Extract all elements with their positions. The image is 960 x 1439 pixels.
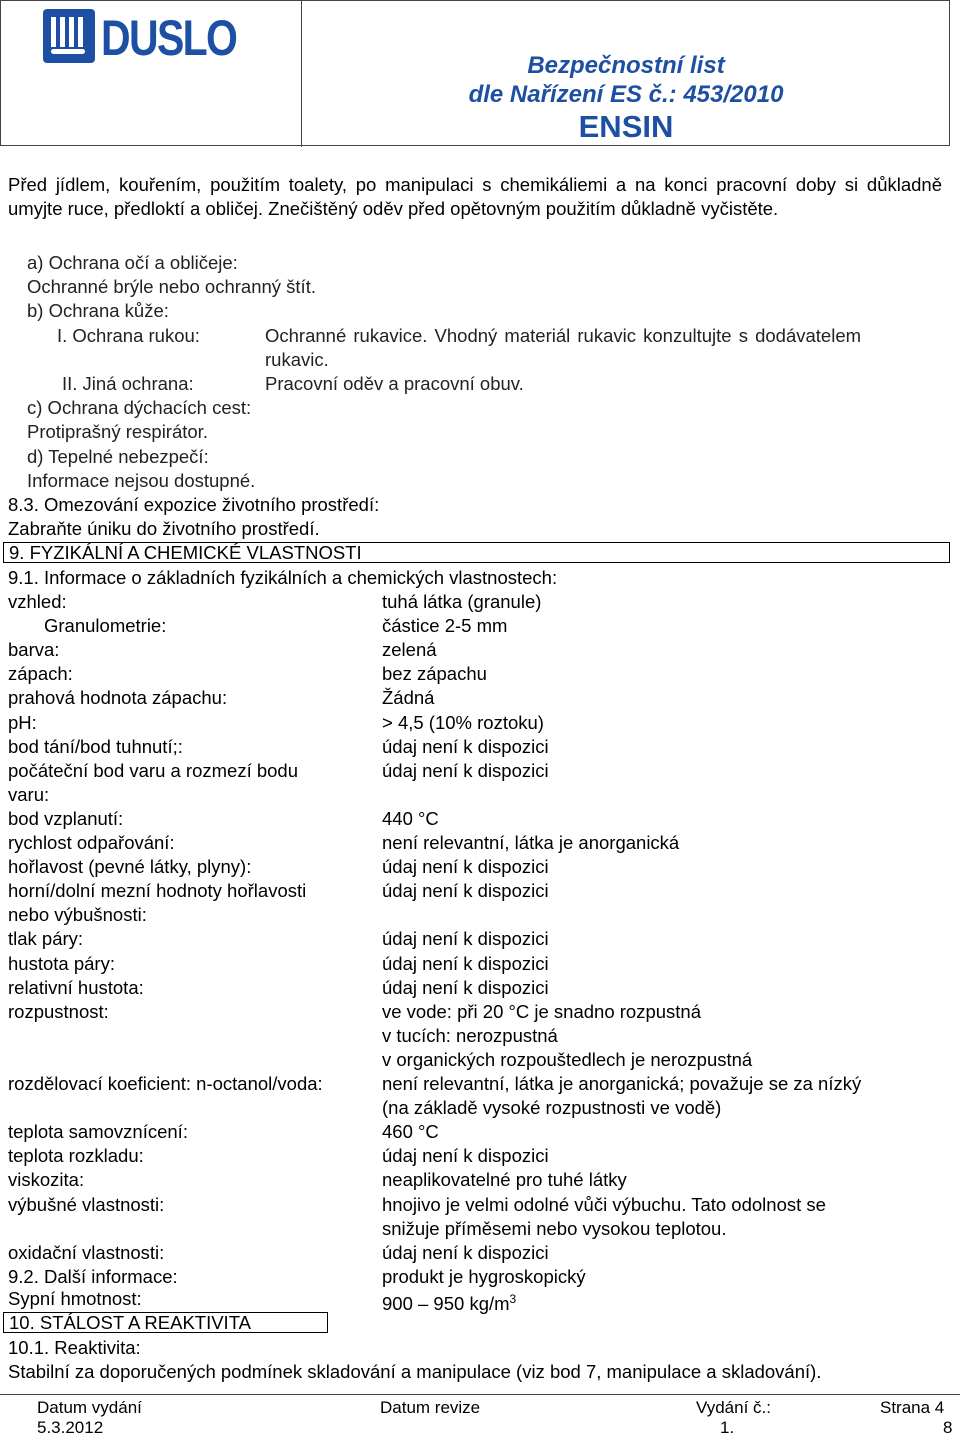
property-value: Žádná: [382, 687, 435, 709]
property-value: v organických rozpouštedlech je nerozpustná: [382, 1048, 753, 1070]
property-value: není relevantní, látka je anorganická: [382, 832, 680, 853]
eyes-heading: a) Ochrana očí a obličeje:: [27, 252, 238, 273]
property-value: > 4,5 (10% roztoku): [382, 711, 544, 733]
property-label: viskozita:: [8, 1169, 85, 1191]
section-10-title: 10. STÁLOST A REAKTIVITA: [9, 1312, 251, 1333]
property-value: v tucích: nerozpustná: [382, 1024, 558, 1046]
duslo-emblem-icon: [43, 9, 95, 63]
property-label: rychlost odpařování:: [8, 832, 175, 853]
regulation-line: dle Nařízení ES č.: 453/2010: [468, 81, 784, 108]
section-10-title-box: [3, 1312, 328, 1333]
eyes-text: Ochranné brýle nebo ochranný štít.: [27, 276, 316, 297]
property-label: horní/dolní mezní hodnoty hořlavosti: [8, 880, 307, 902]
property-value: neaplikovatelné pro tuhé látky: [382, 1169, 627, 1191]
property-value: údaj není k dispozici: [382, 1145, 549, 1167]
hands-label: I. Ochrana rukou:: [57, 325, 200, 346]
logo-wordmark: DUSLO: [101, 10, 237, 66]
property-label: tlak páry:: [8, 928, 84, 950]
page-total: 8: [943, 1418, 953, 1437]
property-value: 460 °C: [382, 1121, 439, 1143]
property-label: bod tání/bod tuhnutí;:: [8, 735, 183, 757]
property-label: varu:: [8, 783, 50, 805]
resp-heading: c) Ochrana dýchacích cest:: [27, 397, 252, 418]
edition-number: 1.: [720, 1418, 735, 1437]
property-value: tuhá látka (granule): [382, 591, 542, 612]
property-label: nebo výbušnosti:: [8, 904, 147, 926]
property-value: není relevantní, látka je anorganická; považuje se za nízký: [382, 1073, 862, 1094]
resp-text: Protiprašný respirátor.: [27, 421, 208, 442]
other-text: Pracovní oděv a pracovní obuv.: [265, 373, 524, 394]
thermal-heading: d) Tepelné nebezpečí:: [27, 446, 209, 467]
property-value: údaj není k dispozici: [382, 759, 549, 781]
property-value: ve vode: při 20 °C je snadno rozpustná: [382, 1000, 702, 1022]
property-value: údaj není k dispozici: [382, 735, 549, 757]
property-label: rozpustnost:: [8, 1000, 109, 1022]
reactivity-text: Stabilní za doporučených podmínek skladování a manipulace (viz bod 7, manipulace a skladování).: [8, 1361, 822, 1382]
other-label: II. Jiná ochrana:: [62, 373, 194, 394]
property-label: hustota páry:: [8, 952, 115, 974]
property-label: hořlavost (pevné látky, plyny):: [8, 856, 252, 878]
bulk-density-value: 900 – 950 $kg/m^3$: [382, 1292, 517, 1315]
property-label: vzhled:: [8, 591, 67, 612]
property-label: pH:: [8, 711, 37, 733]
skin-heading: b) Ochrana kůže:: [27, 300, 169, 321]
property-label: Granulometrie:: [44, 615, 167, 637]
property-label: prahová hodnota zápachu:: [8, 687, 228, 709]
document-header: [0, 0, 950, 146]
property-value: údaj není k dispozici: [382, 976, 549, 998]
property-value: údaj není k dispozici: [382, 856, 549, 878]
issue-date: 5.3.2012: [37, 1418, 104, 1437]
property-label: výbušné vlastnosti:: [8, 1193, 165, 1215]
issue-date-label: Datum vydání: [37, 1398, 142, 1417]
property-value: údaj není k dispozici: [382, 1241, 549, 1263]
property-value: (na základě vysoké rozpustnosti ve vodě): [382, 1097, 722, 1119]
property-value: hnojivo je velmi odolné vůči výbuchu. Tato odolnost se: [382, 1193, 826, 1215]
document-footer: [0, 1394, 960, 1439]
property-label: 9.2. Další informace:: [8, 1265, 178, 1287]
property-label: relativní hustota:: [8, 976, 144, 998]
page-label: Strana 4: [880, 1398, 945, 1417]
property-label: zápach:: [8, 663, 73, 685]
bulk-density-label: Sypní hmotnost:: [8, 1288, 142, 1309]
product-name: ENSIN: [578, 109, 674, 144]
property-label: počáteční bod varu a rozmezí bodu: [8, 759, 299, 781]
hands-text: Ochranné rukavice. Vhodný materiál rukavic konzultujte s dodávatelem: [265, 325, 862, 346]
env-text: Zabraňte úniku do životního prostředí.: [8, 518, 320, 539]
property-label: oxidační vlastnosti:: [8, 1241, 165, 1263]
property-label: barva:: [8, 639, 60, 661]
hygiene-paragraph: Před jídlem, kouřením, použitím toalety, po manipulaci s chemikáliemi a na konci pracovní doby si důkladně umyjte ruce, předloktí a obličej. Znečištěný oděv před opětovným použitím důkladně vyčistěte.: [8, 174, 942, 219]
property-value: snižuje příměsemi nebo vysokou teplotou.: [382, 1217, 727, 1239]
property-label: teplota rozkladu:: [8, 1145, 144, 1167]
property-label: teplota samovznícení:: [8, 1121, 188, 1143]
property-label: bod vzplanutí:: [8, 807, 124, 829]
thermal-text: Informace nejsou dostupné.: [27, 470, 256, 491]
edition-label: Vydání č.:: [696, 1398, 771, 1417]
property-value: 440 °C: [382, 807, 439, 829]
property-value: údaj není k dispozici: [382, 928, 549, 950]
hands-text-cont: rukavic.: [265, 349, 329, 370]
revision-date-label: Datum revize: [380, 1398, 481, 1417]
property-value: produkt je hygroskopický: [382, 1265, 586, 1287]
section-9-title-box: [3, 542, 950, 563]
property-value: částice 2-5 mm: [382, 615, 508, 637]
section-10-1-heading: 10.1. Reaktivita:: [8, 1337, 141, 1358]
property-value: bez zápachu: [382, 663, 487, 685]
document-title: Bezpečnostní list: [527, 52, 725, 79]
property-value: zelená: [382, 639, 437, 661]
property-value: údaj není k dispozici: [382, 880, 549, 902]
duslo-logo: [43, 9, 248, 67]
env-heading: 8.3. Omezování expozice životního prostředí:: [8, 494, 380, 515]
property-value: údaj není k dispozici: [382, 952, 549, 974]
section-9-1-heading: 9.1. Informace o základních fyzikálních a chemických vlastnostech:: [8, 567, 558, 588]
section-9-title: 9. FYZIKÁLNÍ A CHEMICKÉ VLASTNOSTI: [9, 542, 362, 563]
property-label: rozdělovací koeficient: n-octanol/voda:: [8, 1073, 323, 1094]
